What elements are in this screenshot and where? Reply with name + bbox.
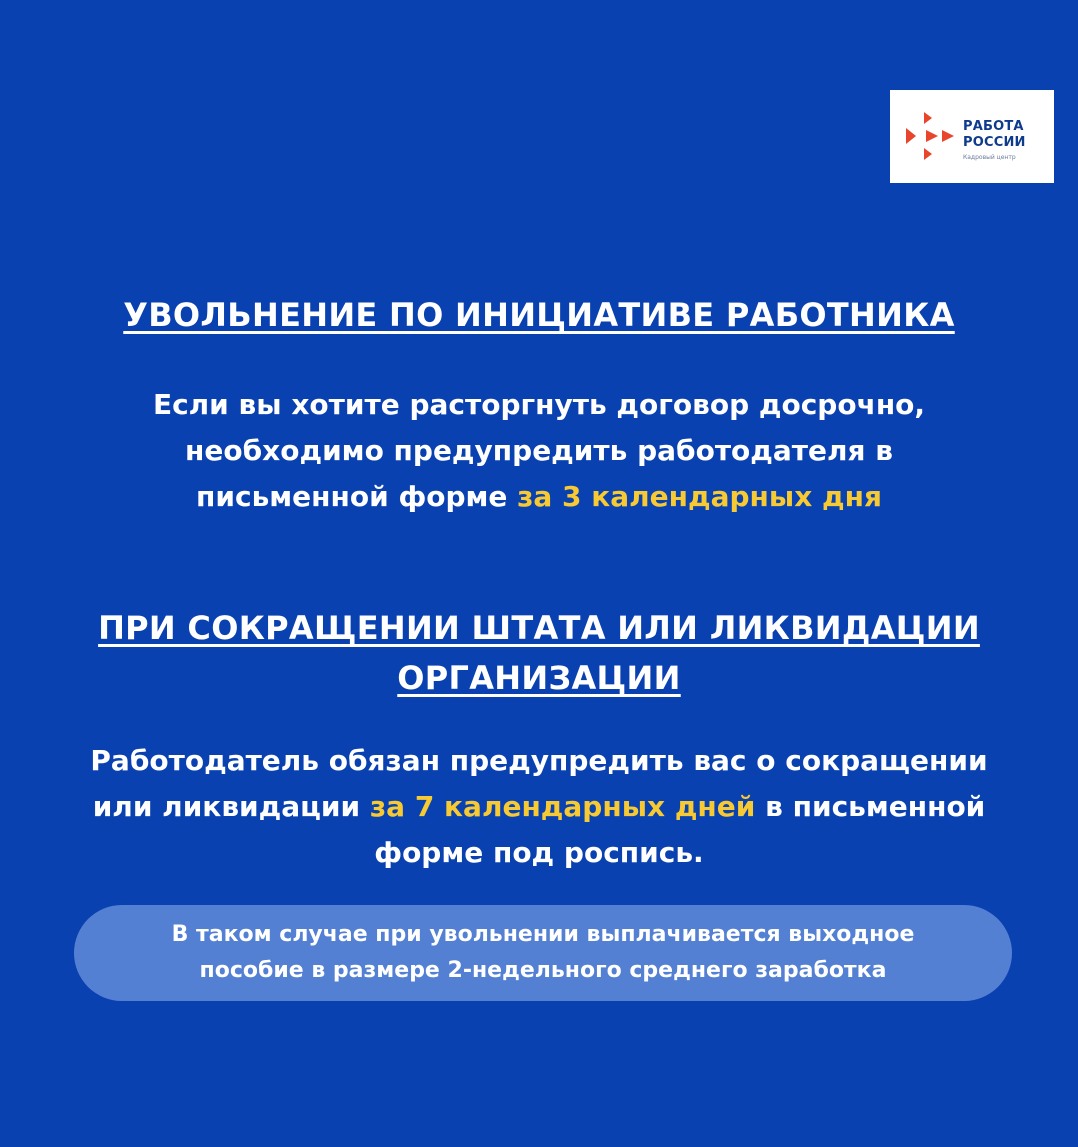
logo-tagline: Кадровый центр xyxy=(963,154,1016,161)
section1-line-1: Если вы хотите расторгнуть договор досрочно, xyxy=(152,388,926,421)
section2-text xyxy=(20,738,1058,876)
section1-line-2: необходимо предупредить работодателя в xyxy=(185,434,893,467)
section2-line-2-before: или ликвидации xyxy=(92,790,370,823)
section1-line-3: письменной форме xyxy=(196,480,518,513)
section1-title: УВОЛЬНЕНИЕ ПО ИНИЦИАТИВЕ РАБОТНИКА xyxy=(123,296,955,334)
section2-line-3: форме под роспись. xyxy=(374,836,704,869)
section2-line-2-after: в письменной xyxy=(755,790,986,823)
logo xyxy=(890,90,1054,183)
note-line-2: пособие в размере 2-недельного среднего заработка xyxy=(199,958,887,983)
note-line-1: В таком случае при увольнении выплачивается выходное xyxy=(171,922,915,947)
section2-highlight: за 7 календарных дней xyxy=(369,790,756,823)
logo-line-2: РОССИИ xyxy=(963,135,1026,150)
section2-title-line-2: ОРГАНИЗАЦИИ xyxy=(397,659,681,697)
section2-title xyxy=(0,603,1078,703)
section1-highlight: за 3 календарных дня xyxy=(517,480,882,513)
rabota-rossii-logo-mark-icon xyxy=(902,108,958,164)
section2-title-line-1: ПРИ СОКРАЩЕНИИ ШТАТА ИЛИ ЛИКВИДАЦИИ xyxy=(98,609,980,647)
section2-line-1: Работодатель обязан предупредить вас о сокращении xyxy=(90,744,988,777)
section1-text xyxy=(20,382,1058,520)
note-text xyxy=(172,917,915,989)
logo-line-1: РАБОТА xyxy=(963,119,1024,134)
severance-note xyxy=(74,905,1012,1001)
logo-wordmark xyxy=(963,119,1026,151)
